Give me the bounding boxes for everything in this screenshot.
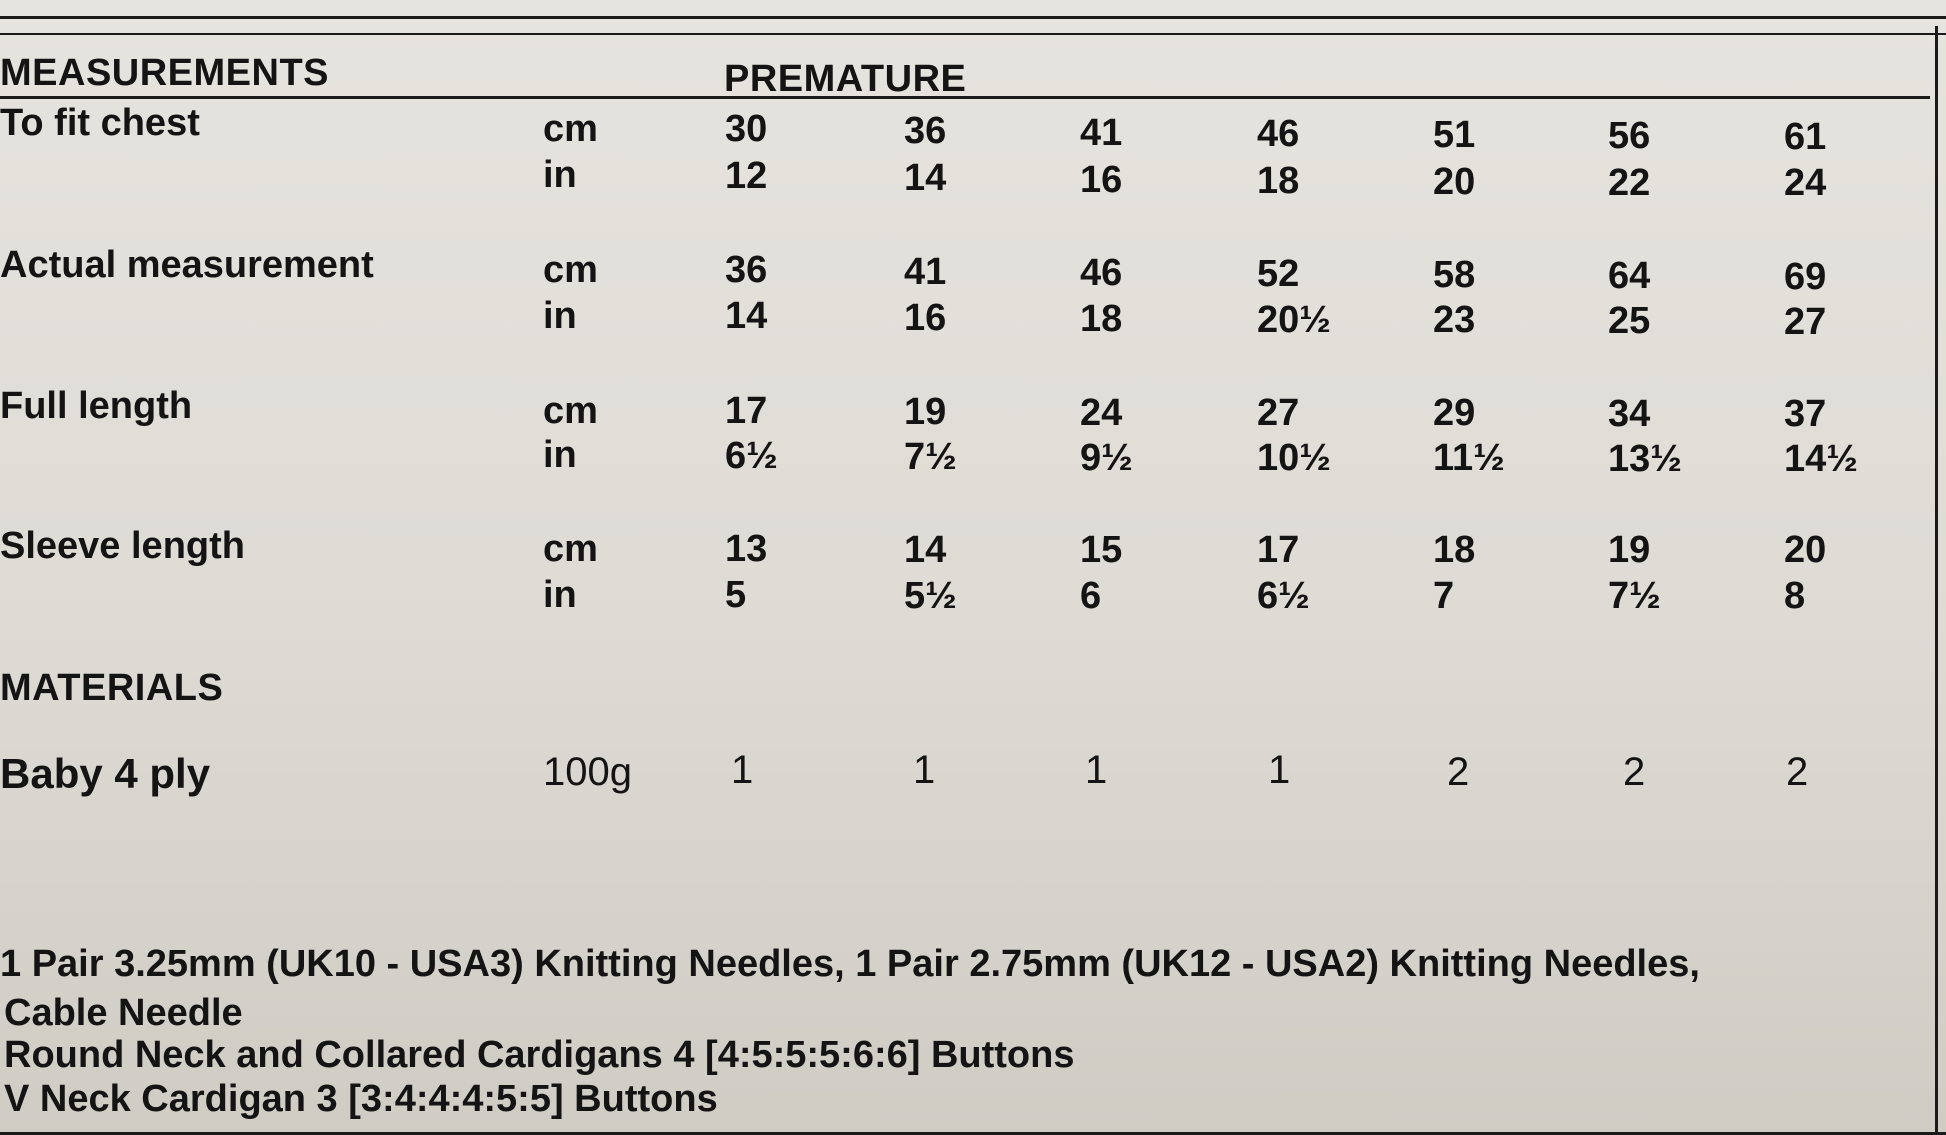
measurements-heading: MEASUREMENTS	[0, 52, 330, 94]
value-cell: 17	[725, 390, 768, 432]
value-cell: 18	[1433, 529, 1476, 571]
value-cell: 37	[1784, 393, 1827, 435]
material-value: 1	[913, 748, 936, 792]
row-label-full-length: Full length	[0, 385, 193, 427]
value-cell: 12	[725, 155, 768, 197]
value-cell: 36	[725, 249, 768, 291]
unit-cm: cm	[543, 390, 598, 432]
material-yarn-label: Baby 4 ply	[0, 750, 211, 797]
material-value: 2	[1623, 750, 1646, 794]
value-cell: 16	[904, 297, 947, 339]
value-cell: 51	[1433, 114, 1476, 156]
unit-cm: cm	[543, 108, 598, 150]
value-cell: 27	[1257, 392, 1300, 434]
material-value: 1	[1085, 748, 1108, 792]
buttons-note-round-neck: Round Neck and Collared Cardigans 4 [4:5:5:5:6:6] Buttons	[4, 1034, 1075, 1076]
unit-in: in	[543, 574, 577, 616]
value-cell: 9½	[1080, 437, 1133, 479]
value-cell: 14	[904, 529, 947, 571]
value-cell: 11½	[1433, 437, 1505, 479]
value-cell: 7½	[904, 436, 957, 478]
value-cell: 24	[1784, 162, 1827, 204]
frame-top-border	[0, 16, 1946, 35]
unit-cm: cm	[543, 249, 598, 291]
value-cell: 17	[1257, 529, 1300, 571]
value-cell: 7	[1433, 575, 1455, 617]
value-cell: 69	[1784, 256, 1827, 298]
value-cell: 5½	[904, 575, 957, 617]
value-cell: 18	[1257, 160, 1300, 202]
value-cell: 16	[1080, 159, 1123, 201]
value-cell: 52	[1257, 253, 1300, 295]
unit-cm: cm	[543, 528, 598, 570]
value-cell: 30	[725, 108, 768, 150]
value-cell: 14½	[1784, 438, 1858, 480]
value-cell: 29	[1433, 392, 1476, 434]
premature-heading: PREMATURE	[724, 58, 967, 100]
value-cell: 64	[1608, 255, 1651, 297]
materials-heading: MATERIALS	[0, 667, 224, 709]
value-cell: 19	[904, 391, 947, 433]
material-unit: 100g	[543, 750, 632, 794]
value-cell: 10½	[1257, 437, 1331, 479]
value-cell: 7½	[1608, 575, 1661, 617]
value-cell: 19	[1608, 529, 1651, 571]
value-cell: 23	[1433, 299, 1476, 341]
value-cell: 46	[1080, 252, 1123, 294]
value-cell: 41	[1080, 112, 1123, 154]
value-cell: 58	[1433, 254, 1476, 296]
value-cell: 36	[904, 110, 947, 152]
frame-right-border	[1935, 26, 1938, 1135]
value-cell: 56	[1608, 115, 1651, 157]
value-cell: 6½	[725, 435, 778, 477]
value-cell: 6½	[1257, 575, 1310, 617]
value-cell: 27	[1784, 301, 1827, 343]
value-cell: 46	[1257, 113, 1300, 155]
value-cell: 13½	[1608, 438, 1682, 480]
value-cell: 8	[1784, 575, 1806, 617]
row-label-to-fit-chest: To fit chest	[0, 102, 200, 144]
value-cell: 34	[1608, 393, 1651, 435]
material-value: 2	[1447, 750, 1470, 794]
value-cell: 20	[1433, 161, 1476, 203]
value-cell: 13	[725, 528, 768, 570]
cable-needle-note: Cable Needle	[4, 992, 243, 1034]
value-cell: 41	[904, 251, 947, 293]
value-cell: 25	[1608, 300, 1651, 342]
buttons-note-v-neck: V Neck Cardigan 3 [3:4:4:4:5:5] Buttons	[4, 1078, 718, 1120]
material-value: 2	[1786, 750, 1809, 794]
row-label-actual-measurement: Actual measurement	[0, 244, 374, 286]
needles-note: 1 Pair 3.25mm (UK10 - USA3) Knitting Needles, 1 Pair 2.75mm (UK12 - USA2) Knitting Needles,	[0, 943, 1700, 985]
value-cell: 20½	[1257, 299, 1331, 341]
value-cell: 14	[904, 157, 947, 199]
value-cell: 24	[1080, 392, 1123, 434]
unit-in: in	[543, 434, 577, 476]
value-cell: 14	[725, 295, 768, 337]
value-cell: 15	[1080, 529, 1123, 571]
value-cell: 22	[1608, 162, 1651, 204]
row-label-sleeve-length: Sleeve length	[0, 525, 245, 567]
material-value: 1	[1268, 748, 1291, 792]
value-cell: 18	[1080, 298, 1123, 340]
unit-in: in	[543, 295, 577, 337]
unit-in: in	[543, 154, 577, 196]
value-cell: 20	[1784, 529, 1827, 571]
material-value: 1	[731, 748, 754, 792]
value-cell: 5	[725, 574, 747, 616]
value-cell: 6	[1080, 575, 1102, 617]
value-cell: 61	[1784, 116, 1827, 158]
